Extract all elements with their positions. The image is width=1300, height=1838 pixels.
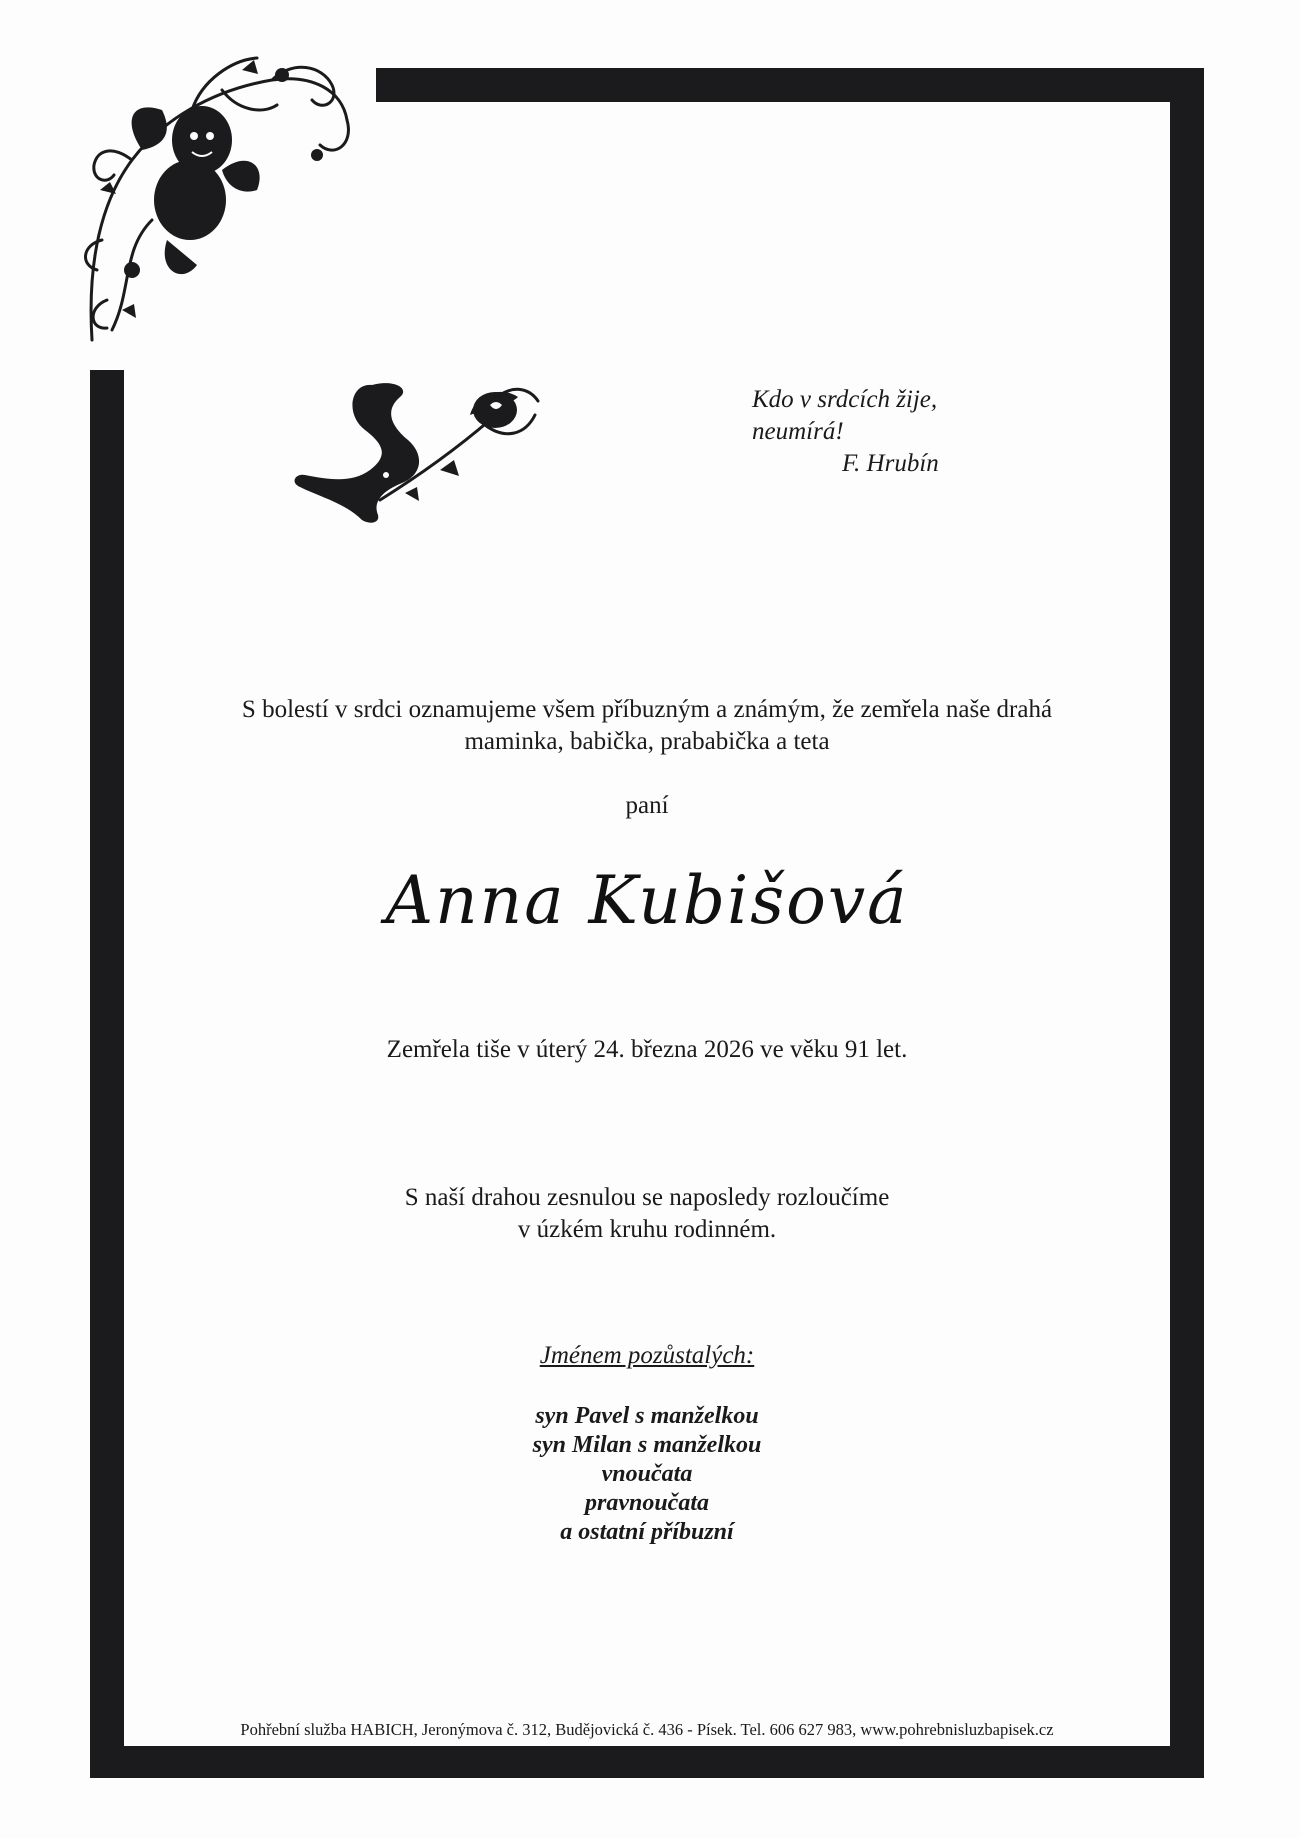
funeral-service-footer: Pohřební služba HABICH, Jeronýmova č. 312, Budějovická č. 436 - Písek. Tel. 606 627 983, www.pohrebnisluzbapisek.cz <box>240 1720 1054 1739</box>
title-word: paní <box>625 792 669 819</box>
frame-border-bottom <box>90 1746 1204 1778</box>
deceased-name: Anna Kubišová <box>385 862 909 939</box>
announcement-text <box>124 694 1170 758</box>
announcement-line: S bolestí v srdci oznamujeme všem příbuzným a známým, že zemřela naše drahá <box>241 696 1053 723</box>
quote-author: F. Hrubín <box>842 450 939 477</box>
farewell-line: v úzkém kruhu rodinném. <box>517 1216 777 1243</box>
ribbon-rose-icon <box>290 375 550 530</box>
death-notice: Zemřela tiše v úterý 24. března 2026 ve věku 91 let. <box>386 1036 908 1063</box>
list-item: pravnoučata <box>584 1490 709 1516</box>
farewell-line: S naší drahou zesnulou se naposledy rozloučíme <box>404 1184 890 1211</box>
list-item: vnoučata <box>601 1461 693 1487</box>
quote-line: Kdo v srdcích žije, <box>752 386 938 413</box>
frame-border-left <box>90 370 124 1778</box>
list-item: syn Pavel s manželkou <box>535 1403 759 1429</box>
announcement-line: maminka, babička, prababička a teta <box>464 728 830 755</box>
frame-border-top <box>376 68 1204 102</box>
quote-line: neumírá! <box>752 418 844 445</box>
survivors-heading: Jménem pozůstalých: <box>539 1342 755 1369</box>
list-item: syn Milan s manželkou <box>532 1432 762 1458</box>
frame-border-right <box>1170 68 1204 1778</box>
list-item: a ostatní příbuzní <box>560 1519 734 1545</box>
farewell-text <box>124 1182 1170 1246</box>
memorial-quote <box>752 384 939 480</box>
cherub-ornament-icon <box>72 40 362 350</box>
survivors-list <box>124 1402 1170 1547</box>
